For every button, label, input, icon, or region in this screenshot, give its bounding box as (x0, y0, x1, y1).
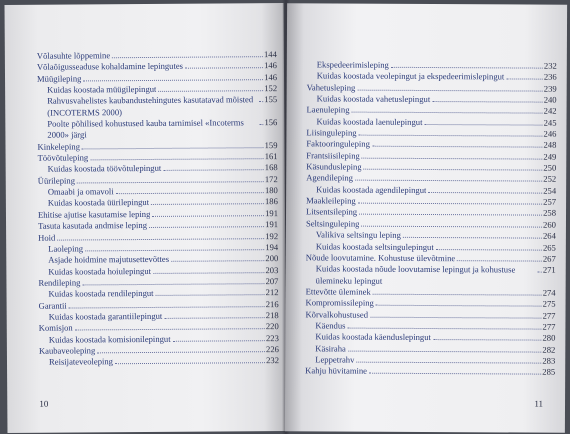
dot-leader (83, 79, 263, 81)
toc-entry-page: 226 (265, 344, 279, 355)
dot-leader (506, 79, 543, 80)
left-page (5, 3, 287, 433)
dot-leader (149, 226, 264, 228)
toc-entry-title: Litsentsileping (306, 206, 358, 218)
dot-leader (77, 181, 264, 183)
toc-entry-title: Kuidas koostada garantiilepingut (48, 310, 163, 322)
toc-entry-title: Võlasuhte lõppemine (36, 50, 111, 61)
toc-entry-page: 274 (542, 287, 556, 298)
dot-leader (69, 306, 265, 308)
toc-entry-page: 260 (543, 219, 556, 230)
toc-entry (306, 264, 556, 288)
toc-entry-page: 192 (265, 230, 279, 241)
toc-entry-title: Komisjon (38, 322, 73, 333)
toc-entry-page: 194 (265, 241, 279, 253)
toc-entry-title: Rahvusvahelistes kaubandustehingutes kasutatavad mõisted (INCOTERMS 2000) (47, 94, 254, 118)
toc-entry-title: Poolte põhilised kohustused kauba tarnimisel «Incoterms 2000» järgi (47, 117, 244, 141)
toc-entry-page: 258 (543, 208, 557, 219)
dot-leader (376, 305, 542, 307)
toc-entry-page: 152 (264, 83, 278, 94)
dot-leader (153, 272, 264, 274)
dot-leader (436, 249, 542, 251)
toc-entry-page: 156 (264, 117, 278, 128)
dot-leader (362, 157, 543, 159)
toc-entry (305, 366, 555, 379)
toc-entry-page: 144 (263, 49, 277, 60)
dot-leader (355, 180, 542, 182)
toc-entry-title: Kuidas koostada rendilepingut (48, 288, 154, 299)
toc-entry-page: 223 (265, 332, 279, 343)
toc-entry-title: Leppetrahv (315, 354, 355, 365)
dot-leader (75, 328, 265, 330)
toc-entry-title: Liisinguleping (306, 127, 357, 138)
dot-leader (90, 158, 264, 160)
toc-entry-page: 248 (543, 140, 557, 151)
dot-leader (82, 147, 264, 149)
toc-entry-page: 285 (542, 366, 556, 377)
toc-entry-page: 236 (543, 71, 557, 83)
toc-entry-page: 257 (543, 196, 557, 207)
toc-entry (37, 117, 277, 141)
dot-leader (369, 373, 541, 375)
dot-leader (373, 294, 542, 296)
right-page-number: 11 (534, 398, 544, 409)
toc-entry-page: 264 (542, 230, 556, 241)
toc-entry-title: Kuidas koostada agendilepingut (316, 184, 427, 195)
toc-entry-title: Müügileping (36, 73, 82, 84)
dot-leader (359, 135, 543, 137)
toc-entry-title: Valikiva seltsingu leping (315, 229, 401, 241)
toc-entry-page: 220 (265, 321, 279, 332)
toc-entry-title: Kuidas koostada laenulepingut (316, 116, 423, 127)
toc-entry-title: Kompromissileping (305, 297, 374, 308)
toc-entry-title: Kõrvalkohustused (305, 308, 369, 320)
toc-entry-title: Kinkeleping (37, 141, 81, 152)
dot-leader (163, 170, 263, 172)
dot-leader (424, 124, 542, 126)
dot-leader (82, 283, 264, 285)
toc-entry-title: Ehitise ajutise kasutamise leping (37, 208, 151, 220)
toc-entry-title: Käsiraha (315, 343, 346, 354)
dot-leader (352, 112, 543, 114)
toc-entry-title: Tasuta kasutada andmise leping (38, 220, 148, 231)
dot-leader (112, 56, 263, 58)
toc-entry-page: 216 (265, 298, 279, 309)
toc-entry-title: Garantii (38, 300, 67, 311)
toc-entry-page: 180 (264, 185, 278, 196)
toc-entry-title: Agendileping (306, 172, 354, 184)
toc-entry-title: Laoleping (48, 243, 84, 254)
dot-leader (185, 68, 263, 70)
toc-entry-title: Võlaõigusseaduse kohaldamine lepingutes (36, 61, 184, 73)
toc-entry-title: Üürileping (37, 175, 76, 186)
toc-entry-title: Kuidas koostada komisionilepingut (48, 333, 171, 345)
toc-entry-page: 245 (543, 117, 557, 128)
toc-entry-page: 277 (542, 321, 556, 332)
toc-entry-title: Nõude loovutamine. Kohustuse ülevõtmine (305, 252, 456, 263)
toc-entry-page: 250 (543, 162, 557, 173)
toc-entry-page: 242 (543, 105, 557, 117)
dot-leader (364, 169, 543, 171)
toc-entry-title: Rendileping (38, 277, 81, 288)
dot-leader (151, 204, 264, 206)
right-toc (305, 59, 557, 378)
dot-leader (97, 351, 265, 353)
dot-leader (158, 90, 263, 92)
toc-entry-page: 172 (264, 173, 278, 184)
dot-leader (432, 101, 543, 103)
toc-entry-page: 186 (264, 196, 278, 207)
dot-leader (116, 192, 264, 194)
right-page (285, 3, 567, 432)
toc-entry-title: Kuidas koostada hoiulepingut (48, 265, 152, 277)
toc-entry-page: 200 (265, 253, 279, 264)
toc-entry-page: 212 (265, 287, 279, 298)
toc-entry-title: Maakleileping (306, 195, 356, 206)
dot-leader (259, 124, 263, 125)
dot-leader (152, 215, 264, 217)
dot-leader (348, 350, 542, 352)
toc-entry-title: Seltsinguleping (305, 218, 360, 229)
dot-leader (538, 272, 542, 273)
toc-entry-title: Töövõtuleping (37, 152, 89, 163)
toc-entry-page: 267 (542, 253, 556, 264)
toc-entry-page: 271 (542, 264, 556, 275)
toc-entry-title: Kuidas koostada üürilepingut (47, 197, 150, 209)
toc-entry-page: 254 (543, 185, 557, 196)
dot-leader (356, 362, 541, 364)
toc-entry-page: 232 (543, 60, 557, 71)
toc-entry-page: 283 (542, 355, 556, 366)
dot-leader (391, 67, 543, 69)
toc-entry-page: 280 (542, 332, 556, 343)
dot-leader (359, 214, 542, 216)
toc-entry-title: Omaabi ja omavoli (47, 186, 114, 197)
dot-leader (357, 89, 542, 91)
left-toc (37, 49, 279, 368)
dot-leader (433, 339, 542, 341)
dot-leader (403, 237, 542, 239)
toc-entry-page: 252 (543, 174, 557, 185)
toc-entry-page: 265 (542, 242, 556, 253)
dot-leader (358, 203, 542, 205)
toc-entry-title: Kuidas koostada vahetuslepingut (316, 93, 431, 105)
toc-entry-page: 203 (265, 264, 279, 275)
dot-leader (156, 294, 265, 296)
dot-leader (361, 225, 542, 227)
toc-entry-page: 275 (542, 298, 556, 309)
toc-entry-title: Hoid (38, 232, 56, 243)
toc-entry-title: Asjade hoidmine majutusettevõttes (48, 254, 170, 265)
dot-leader (347, 327, 541, 329)
dot-leader (457, 260, 542, 261)
toc-entry-title: Ettevõtte üleminek (305, 286, 371, 297)
dot-leader (259, 102, 263, 103)
dot-leader (164, 317, 265, 319)
toc-entry-page: 239 (543, 83, 557, 94)
toc-entry-title: Laenuleping (306, 104, 350, 115)
toc-entry-title: Käendus (315, 320, 346, 331)
dot-leader (115, 362, 265, 364)
toc-entry (37, 94, 277, 118)
dot-leader (171, 260, 264, 262)
toc-entry-title: Kaubaveoleping (38, 345, 96, 356)
toc-entry-page: 191 (265, 219, 279, 230)
toc-entry-page: 249 (543, 151, 557, 162)
toc-entry-title: Frantsiisileping (306, 150, 360, 161)
dot-leader (372, 146, 543, 148)
toc-entry-title: Kuidas koostada müügilepingut (47, 83, 157, 95)
toc-entry-page: 146 (264, 60, 277, 71)
toc-entry-page: 159 (264, 139, 278, 150)
toc-entry-title: Kuidas koostada nõude loovutamise lepingut ja kohustuse ülemineku lepingut (315, 263, 516, 286)
toc-entry-title: Kuidas koostada käenduslepingut (315, 331, 431, 343)
toc-entry-title: Kuidas koostada seltsingulepingut (315, 240, 434, 252)
toc-entry-page: 277 (542, 310, 556, 321)
dot-leader (173, 340, 265, 342)
dot-leader (370, 316, 542, 318)
toc-entry-page: 155 (264, 94, 278, 105)
toc-entry-page: 168 (264, 162, 278, 173)
toc-entry-title: Kahju hüvitamine (305, 365, 368, 376)
toc-entry-page: 146 (264, 71, 278, 82)
toc-entry-page: 218 (265, 309, 279, 321)
toc-entry-page: 240 (543, 94, 557, 105)
toc-entry-title: Ekspedeerimisleping (316, 59, 389, 70)
dot-leader (85, 249, 264, 251)
toc-entry-page: 191 (265, 207, 279, 218)
toc-entry-page: 161 (264, 151, 278, 162)
toc-entry-page: 246 (543, 128, 557, 139)
dot-leader (428, 192, 542, 194)
toc-entry-title: Reisijateveoleping (48, 356, 114, 367)
toc-entry-page: 232 (266, 355, 280, 366)
toc-entry-title: Faktooringuleping (306, 138, 370, 150)
toc-entry-title: Kuidas koostada töövõtulepingut (47, 163, 162, 175)
left-page-number: 10 (39, 398, 49, 409)
dot-leader (57, 238, 264, 240)
toc-entry-page: 207 (265, 275, 279, 287)
toc-entry-page: 282 (542, 344, 556, 355)
toc-entry (39, 355, 279, 368)
toc-entry-title: Vahetusleping (306, 82, 356, 93)
toc-entry-title: Käsundusleping (306, 161, 362, 172)
toc-entry-title: Kuidas koostada veolepingut ja ekspedeerimislepingut (316, 70, 505, 82)
